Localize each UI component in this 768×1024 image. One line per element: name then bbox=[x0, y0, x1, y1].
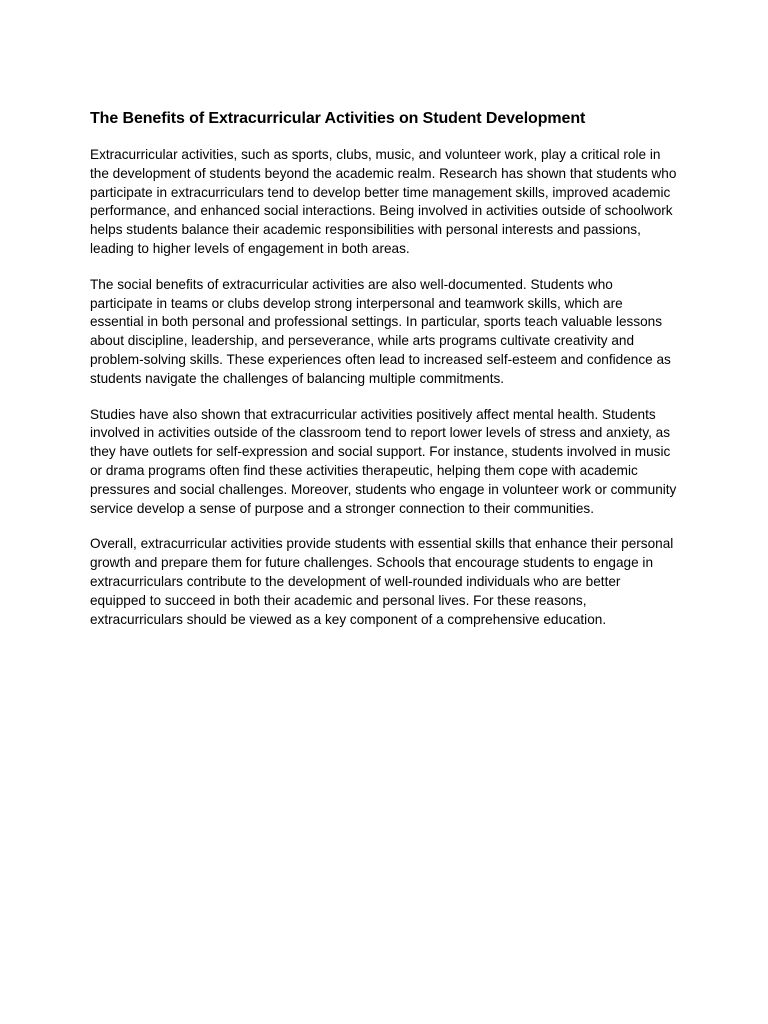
paragraph-3: Studies have also shown that extracurricular activities positively affect mental health. Students involved in activities outside of the classroom tend to report lower levels of stress and anxiety, as they have outlets for self-expression and social support. For instance, students involved in music or drama programs often find these activities therapeutic, helping them cope with academic pressures and social challenges. Moreover, students who engage in volunteer work or community service develop a sense of purpose and a stronger connection to their communities. bbox=[90, 406, 677, 516]
paragraph-4: Overall, extracurricular activities provide students with essential skills that enhance their personal growth and prepare them for future challenges. Schools that encourage students to engage in extracurriculars contribute to the development of well-rounded individuals who are better equipped to succeed in both their academic and personal lives. For these reasons, extracurriculars should be viewed as a key component of a comprehensive education. bbox=[90, 536, 674, 627]
document-title: The Benefits of Extracurricular Activities on Student Development bbox=[90, 110, 586, 127]
paragraph-2: The social benefits of extracurricular activities are also well-documented. Students who participate in teams or clubs develop strong interpersonal and teamwork skills, which are essential in both personal and professional settings. In particular, sports teach valuable lessons about discipline, leadership, and perseverance, while arts programs cultivate creativity and problem-solving skills. These experiences often lead to increased self-esteem and confidence as students navigate the challenges of balancing multiple commitments. bbox=[90, 276, 671, 386]
document-page bbox=[90, 108, 678, 646]
paragraph-1: Extracurricular activities, such as sports, clubs, music, and volunteer work, play a critical role in the development of students beyond the academic realm. Research has shown that students who participate in extracurriculars tend to develop better time management skills, improved academic performance, and enhanced social interactions. Being involved in activities outside of schoolwork helps students balance their academic responsibilities with personal interests and passions, leading to higher levels of engagement in both areas. bbox=[90, 147, 677, 256]
